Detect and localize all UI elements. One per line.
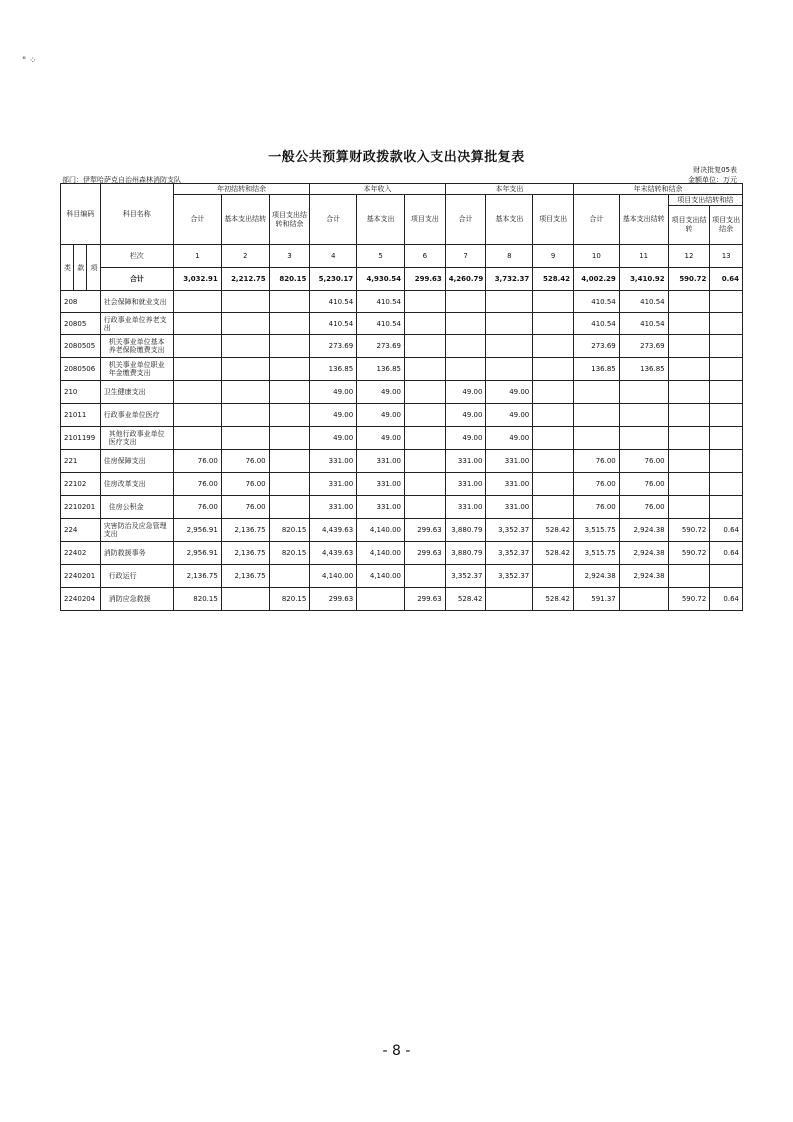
row-cell: 528.42	[533, 588, 574, 611]
row-code: 22402	[61, 542, 101, 565]
row-cell: 3,515.75	[573, 519, 619, 542]
row-cell: 331.00	[357, 496, 405, 519]
header-group-income: 本年收入	[310, 184, 445, 195]
row-cell	[269, 427, 310, 450]
col-number: 9	[533, 245, 574, 268]
row-cell: 76.00	[173, 450, 221, 473]
row-cell: 49.00	[445, 404, 486, 427]
row-cell: 820.15	[269, 542, 310, 565]
row-cell: 3,352.37	[445, 565, 486, 588]
row-cell	[269, 291, 310, 313]
row-cell	[573, 381, 619, 404]
row-cell	[619, 588, 668, 611]
row-cell: 4,439.63	[310, 542, 357, 565]
row-cell	[668, 358, 710, 381]
row-cell	[710, 313, 743, 335]
header-kuan: 款	[74, 245, 87, 291]
row-cell	[173, 358, 221, 381]
table-row	[61, 450, 743, 473]
row-cell	[668, 496, 710, 519]
table-row	[61, 381, 743, 404]
row-cell: 410.54	[619, 313, 668, 335]
row-cell: 410.54	[619, 291, 668, 313]
row-cell	[269, 473, 310, 496]
row-cell: 410.54	[310, 313, 357, 335]
row-name: 机关事业单位职业年金缴费支出	[100, 358, 173, 381]
row-cell: 528.42	[445, 588, 486, 611]
row-cell: 331.00	[486, 473, 533, 496]
unit-label: 金额单位：万元	[688, 176, 737, 184]
row-cell	[668, 404, 710, 427]
row-cell	[173, 381, 221, 404]
total-cell: 5,230.17	[310, 268, 357, 291]
row-cell	[404, 427, 445, 450]
row-cell: 590.72	[668, 542, 710, 565]
row-cell: 3,352.37	[486, 519, 533, 542]
row-cell	[269, 565, 310, 588]
department-label: 部门：伊犁哈萨克自治州森林消防支队	[62, 176, 181, 184]
row-cell	[221, 313, 269, 335]
header-lei: 类	[61, 245, 74, 291]
header-total-1: 合计	[173, 195, 221, 245]
header-project-surplus: 项目支出结余	[710, 206, 743, 245]
table-row	[61, 496, 743, 519]
row-cell	[221, 335, 269, 358]
row-cell: 49.00	[310, 427, 357, 450]
header-total-4: 合计	[573, 195, 619, 245]
row-cell: 331.00	[310, 496, 357, 519]
row-cell	[486, 588, 533, 611]
row-cell: 76.00	[173, 473, 221, 496]
row-cell	[533, 473, 574, 496]
row-cell: 136.85	[573, 358, 619, 381]
row-name: 行政事业单位养老支出	[100, 313, 173, 335]
row-cell	[221, 381, 269, 404]
row-cell	[269, 496, 310, 519]
row-cell	[404, 291, 445, 313]
header-xiang: 项	[87, 245, 100, 291]
row-name: 行政运行	[100, 565, 173, 588]
row-name: 社会保障和就业支出	[100, 291, 173, 313]
row-cell	[269, 313, 310, 335]
row-cell	[533, 335, 574, 358]
row-cell: 2,924.38	[619, 542, 668, 565]
row-cell	[533, 381, 574, 404]
row-cell	[221, 588, 269, 611]
row-cell	[710, 381, 743, 404]
table-row	[61, 519, 743, 542]
total-cell: 4,260.79	[445, 268, 486, 291]
row-cell	[710, 496, 743, 519]
row-cell: 76.00	[619, 473, 668, 496]
row-cell: 2,924.38	[573, 565, 619, 588]
row-cell	[404, 473, 445, 496]
total-cell: 3,032.91	[173, 268, 221, 291]
row-cell	[173, 404, 221, 427]
row-cell: 3,880.79	[445, 542, 486, 565]
row-name: 消防救援事务	[100, 542, 173, 565]
row-code: 210	[61, 381, 101, 404]
table-code: 财决批复05表	[693, 166, 737, 174]
row-cell: 410.54	[357, 313, 405, 335]
row-cell	[573, 427, 619, 450]
col-number: 11	[619, 245, 668, 268]
row-cell	[668, 473, 710, 496]
col-number: 1	[173, 245, 221, 268]
row-cell	[710, 473, 743, 496]
table-row	[61, 335, 743, 358]
row-cell	[710, 335, 743, 358]
page-number: - 8 -	[382, 1043, 411, 1059]
row-cell: 0.64	[710, 519, 743, 542]
row-cell: 4,140.00	[357, 565, 405, 588]
row-cell: 49.00	[357, 427, 405, 450]
row-cell: 2,136.75	[173, 565, 221, 588]
row-name: 机关事业单位基本养老保险缴费支出	[100, 335, 173, 358]
header-project-closing-group: 项目支出结转和结	[668, 195, 742, 206]
row-code: 221	[61, 450, 101, 473]
row-cell: 331.00	[445, 473, 486, 496]
row-cell	[668, 335, 710, 358]
total-cell: 3,732.37	[486, 268, 533, 291]
col-number: 4	[310, 245, 357, 268]
row-cell: 331.00	[310, 450, 357, 473]
header-project-income: 项目支出	[404, 195, 445, 245]
col-number: 2	[221, 245, 269, 268]
col-number: 6	[404, 245, 445, 268]
row-code: 22102	[61, 473, 101, 496]
header-total-3: 合计	[445, 195, 486, 245]
row-cell: 2,136.75	[221, 565, 269, 588]
row-code: 20805	[61, 313, 101, 335]
row-cell: 2,956.91	[173, 519, 221, 542]
row-cell: 49.00	[486, 427, 533, 450]
row-cell	[269, 450, 310, 473]
row-cell: 299.63	[404, 542, 445, 565]
row-cell	[533, 450, 574, 473]
header-group-expense: 本年支出	[445, 184, 573, 195]
row-name: 住房保障支出	[100, 450, 173, 473]
total-cell: 590.72	[668, 268, 710, 291]
table-code-block	[688, 165, 737, 185]
row-cell	[668, 313, 710, 335]
row-code: 208	[61, 291, 101, 313]
row-code: 2080505	[61, 335, 101, 358]
row-cell: 410.54	[310, 291, 357, 313]
total-cell: 3,410.92	[619, 268, 668, 291]
row-cell	[619, 404, 668, 427]
scan-speck: " ⁘	[22, 56, 37, 66]
row-cell	[533, 404, 574, 427]
row-cell	[710, 565, 743, 588]
row-cell	[486, 291, 533, 313]
table-row	[61, 313, 743, 335]
row-cell	[710, 291, 743, 313]
row-cell	[404, 358, 445, 381]
row-cell: 820.15	[269, 519, 310, 542]
row-cell: 4,140.00	[357, 542, 405, 565]
row-cell	[404, 335, 445, 358]
page-title: 一般公共预算财政拨款收入支出决算批复表	[268, 150, 525, 165]
row-cell	[710, 358, 743, 381]
row-code: 2240201	[61, 565, 101, 588]
col-number: 13	[710, 245, 743, 268]
table-row	[61, 404, 743, 427]
lanci-label: 栏次	[100, 245, 173, 268]
row-cell: 4,140.00	[310, 565, 357, 588]
row-name: 行政事业单位医疗	[100, 404, 173, 427]
row-cell: 331.00	[445, 496, 486, 519]
row-cell: 49.00	[445, 427, 486, 450]
row-cell: 49.00	[357, 381, 405, 404]
row-cell: 410.54	[573, 313, 619, 335]
row-name: 住房公积金	[100, 496, 173, 519]
row-cell: 590.72	[668, 588, 710, 611]
row-cell: 49.00	[486, 404, 533, 427]
row-cell: 331.00	[486, 496, 533, 519]
row-cell: 273.69	[357, 335, 405, 358]
row-code: 224	[61, 519, 101, 542]
row-cell: 410.54	[357, 291, 405, 313]
row-code: 21011	[61, 404, 101, 427]
table-row	[61, 565, 743, 588]
col-number: 10	[573, 245, 619, 268]
total-cell: 820.15	[269, 268, 310, 291]
table-row	[61, 588, 743, 611]
header-basic-carry: 基本支出结转	[221, 195, 269, 245]
row-name: 其他行政事业单位医疗支出	[100, 427, 173, 450]
row-name: 住房改革支出	[100, 473, 173, 496]
row-cell	[445, 291, 486, 313]
total-row	[61, 268, 743, 291]
row-cell	[668, 381, 710, 404]
row-cell: 136.85	[619, 358, 668, 381]
row-cell	[619, 381, 668, 404]
header-basic-expense: 基本支出	[486, 195, 533, 245]
row-cell: 49.00	[310, 404, 357, 427]
row-cell	[173, 427, 221, 450]
row-cell: 136.85	[357, 358, 405, 381]
row-cell	[221, 427, 269, 450]
total-cell: 4,930.54	[357, 268, 405, 291]
row-cell: 331.00	[310, 473, 357, 496]
row-cell	[668, 450, 710, 473]
row-name: 灾害防治及应急管理支出	[100, 519, 173, 542]
col-number: 8	[486, 245, 533, 268]
row-cell	[404, 313, 445, 335]
row-code: 2210201	[61, 496, 101, 519]
row-cell	[710, 404, 743, 427]
budget-table	[60, 183, 743, 611]
row-cell: 820.15	[269, 588, 310, 611]
header-name: 科目名称	[100, 184, 173, 245]
row-cell	[486, 358, 533, 381]
row-cell: 2,136.75	[221, 519, 269, 542]
header-group-opening: 年初结转和结余	[173, 184, 309, 195]
total-label: 合计	[100, 268, 173, 291]
row-cell: 49.00	[445, 381, 486, 404]
row-cell: 299.63	[310, 588, 357, 611]
row-cell: 2,136.75	[221, 542, 269, 565]
row-cell: 76.00	[573, 496, 619, 519]
row-cell: 2,956.91	[173, 542, 221, 565]
total-cell: 2,212.75	[221, 268, 269, 291]
row-cell	[404, 404, 445, 427]
row-cell	[533, 313, 574, 335]
row-cell	[269, 404, 310, 427]
header-total-2: 合计	[310, 195, 357, 245]
row-cell: 331.00	[357, 473, 405, 496]
header-project-carry: 项目支出结转和结余	[269, 195, 310, 245]
row-cell	[269, 335, 310, 358]
row-cell: 49.00	[357, 404, 405, 427]
row-cell: 3,515.75	[573, 542, 619, 565]
row-cell	[533, 358, 574, 381]
row-cell: 331.00	[357, 450, 405, 473]
row-cell: 3,352.37	[486, 542, 533, 565]
header-basic-closing: 基本支出结转	[619, 195, 668, 245]
row-cell	[173, 335, 221, 358]
row-cell	[269, 381, 310, 404]
row-cell: 76.00	[221, 496, 269, 519]
row-code: 2080506	[61, 358, 101, 381]
row-cell: 76.00	[573, 473, 619, 496]
col-number: 12	[668, 245, 710, 268]
row-cell	[404, 450, 445, 473]
header-code: 科目编码	[61, 184, 101, 245]
row-cell: 299.63	[404, 519, 445, 542]
row-cell: 590.72	[668, 519, 710, 542]
row-cell	[486, 335, 533, 358]
row-code: 2240204	[61, 588, 101, 611]
row-cell: 331.00	[486, 450, 533, 473]
row-cell	[619, 427, 668, 450]
row-cell	[269, 358, 310, 381]
row-cell	[573, 404, 619, 427]
row-cell: 3,880.79	[445, 519, 486, 542]
row-cell: 76.00	[573, 450, 619, 473]
row-cell	[533, 496, 574, 519]
row-cell: 76.00	[619, 450, 668, 473]
row-cell: 76.00	[173, 496, 221, 519]
header-project-expense: 项目支出	[533, 195, 574, 245]
row-cell: 410.54	[573, 291, 619, 313]
col-number: 3	[269, 245, 310, 268]
row-cell	[710, 450, 743, 473]
row-cell	[445, 335, 486, 358]
row-cell	[221, 358, 269, 381]
row-cell: 0.64	[710, 542, 743, 565]
row-cell: 49.00	[486, 381, 533, 404]
row-cell: 76.00	[619, 496, 668, 519]
row-cell	[173, 291, 221, 313]
row-cell: 76.00	[221, 450, 269, 473]
row-cell: 4,140.00	[357, 519, 405, 542]
row-cell	[404, 565, 445, 588]
row-name: 卫生健康支出	[100, 381, 173, 404]
header-group-closing: 年末结转和结余	[573, 184, 742, 195]
table-row	[61, 358, 743, 381]
row-cell	[404, 381, 445, 404]
row-name: 消防应急救援	[100, 588, 173, 611]
row-cell	[221, 404, 269, 427]
total-cell: 0.64	[710, 268, 743, 291]
row-cell: 49.00	[310, 381, 357, 404]
table-row	[61, 427, 743, 450]
row-cell: 528.42	[533, 519, 574, 542]
header-basic-income: 基本支出	[357, 195, 405, 245]
table-row	[61, 291, 743, 313]
row-code: 2101199	[61, 427, 101, 450]
row-cell: 331.00	[445, 450, 486, 473]
row-cell: 2,924.38	[619, 565, 668, 588]
row-cell: 76.00	[221, 473, 269, 496]
row-cell	[173, 313, 221, 335]
row-cell	[533, 291, 574, 313]
row-cell: 136.85	[310, 358, 357, 381]
col-number: 7	[445, 245, 486, 268]
total-cell: 4,002.29	[573, 268, 619, 291]
row-cell: 273.69	[310, 335, 357, 358]
table-row	[61, 542, 743, 565]
row-cell	[533, 565, 574, 588]
row-cell: 528.42	[533, 542, 574, 565]
row-cell	[357, 588, 405, 611]
header-project-carryover: 项目支出结转	[668, 206, 710, 245]
row-cell: 591.37	[573, 588, 619, 611]
row-cell: 299.63	[404, 588, 445, 611]
row-cell: 4,439.63	[310, 519, 357, 542]
row-cell	[668, 565, 710, 588]
row-cell	[668, 291, 710, 313]
row-cell: 820.15	[173, 588, 221, 611]
row-cell	[445, 358, 486, 381]
col-number: 5	[357, 245, 405, 268]
row-cell: 273.69	[619, 335, 668, 358]
row-cell	[445, 313, 486, 335]
row-cell: 273.69	[573, 335, 619, 358]
row-cell: 2,924.38	[619, 519, 668, 542]
row-cell	[533, 427, 574, 450]
row-cell: 3,352.37	[486, 565, 533, 588]
row-cell	[486, 313, 533, 335]
table-row	[61, 473, 743, 496]
row-cell	[221, 291, 269, 313]
row-cell: 0.64	[710, 588, 743, 611]
row-cell	[668, 427, 710, 450]
row-cell	[710, 427, 743, 450]
total-cell: 528.42	[533, 268, 574, 291]
total-cell: 299.63	[404, 268, 445, 291]
row-cell	[404, 496, 445, 519]
